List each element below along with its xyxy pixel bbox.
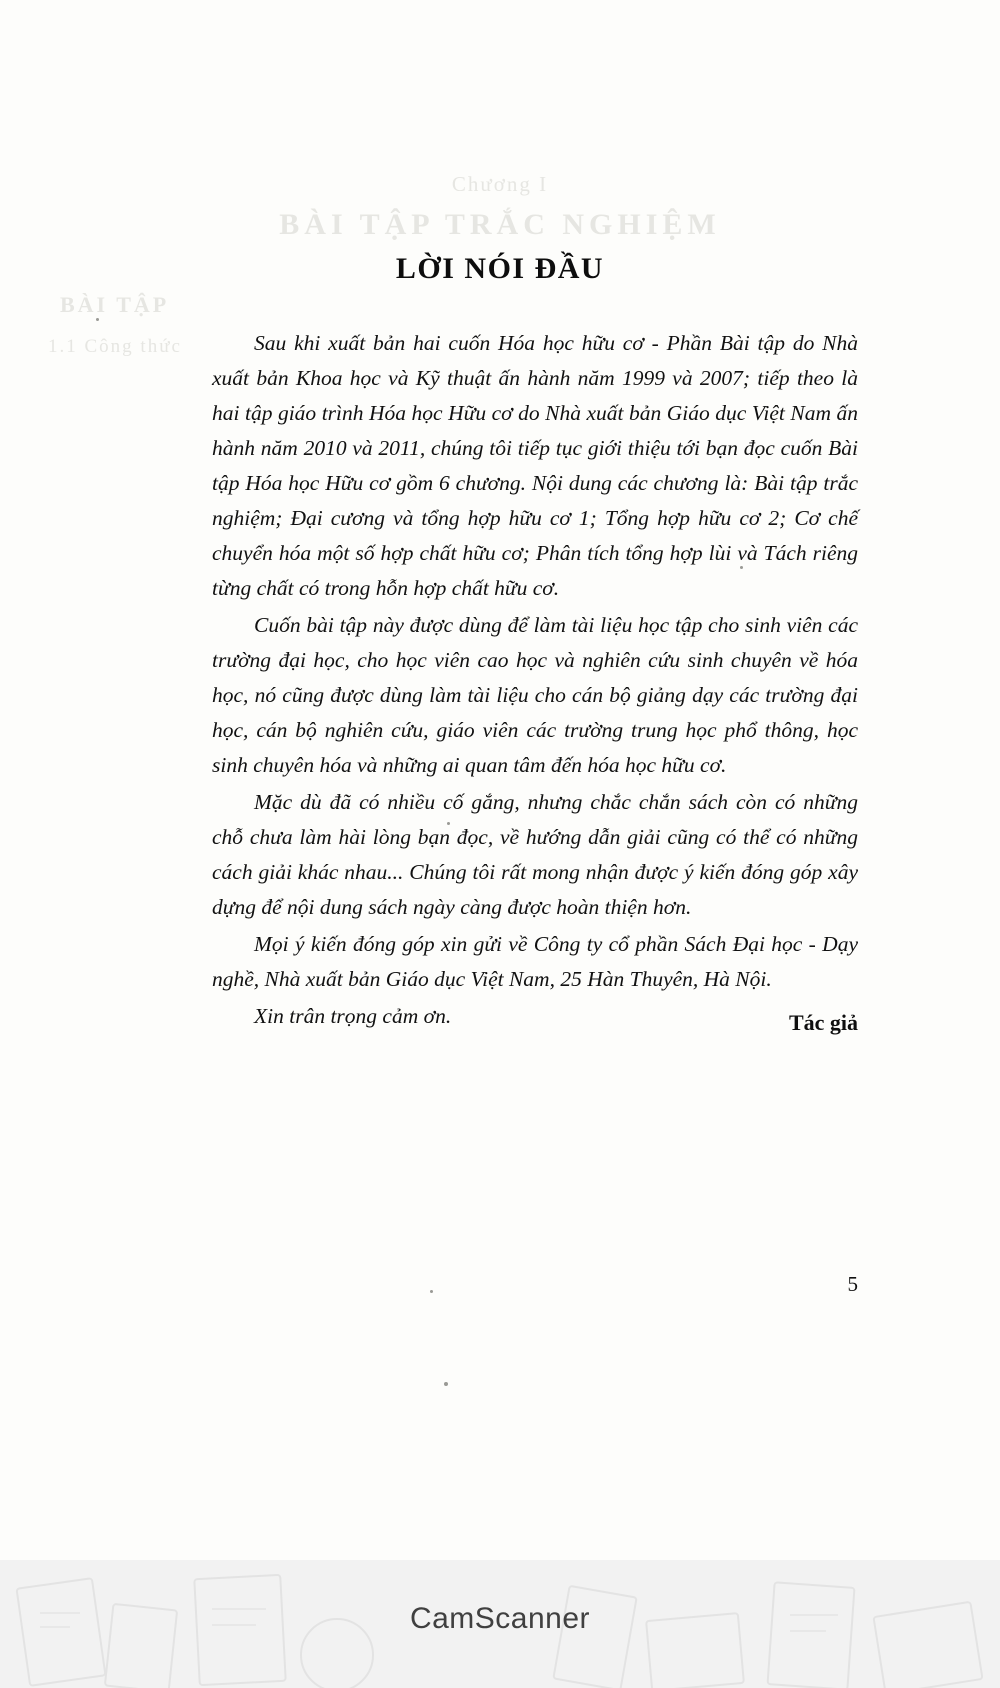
ghost-chapter-title: BÀI TẬP TRẮC NGHIỆM <box>279 208 721 241</box>
page-title: LỜI NÓI ĐẦU <box>395 252 605 286</box>
scan-speckle <box>96 318 99 321</box>
camscanner-label: CamScanner <box>409 1602 591 1635</box>
paragraph: Sau khi xuất bản hai cuốn Hóa học hữu cơ - Phần Bài tập do Nhà xuất bản Khoa học và Kỹ thuật ấn hành năm 1999 và 2007; tiếp theo là hai tập giáo trình Hóa học Hữu cơ do Nhà xuất bản Giáo dục Việt Nam ấn hành năm 2010 và 2011, chúng tôi tiếp tục giới thiệu tới bạn đọc cuốn Bài tập Hóa học Hữu cơ gồm 6 chương. Nội dung các chương là: Bài tập trắc nghiệm; Đại cương và tổng hợp hữu cơ 1; Tổng hợp hữu cơ 2; Cơ chế chuyển hóa một số hợp chất hữu cơ; Phân tích tổng hợp lùi và Tách riêng từng chất có trong hỗn hợp chất hữu cơ. <box>212 331 858 600</box>
paragraph: Mọi ý kiến đóng góp xin gửi về Công ty cổ phần Sách Đại học - Dạy nghề, Nhà xuất bản Giáo dục Việt Nam, 25 Hàn Thuyên, Hà Nội. <box>212 932 858 991</box>
paragraph: Mặc dù đã có nhiều cố gắng, nhưng chắc chắn sách còn có những chỗ chưa làm hài lòng bạn đọc, về hướng dẫn giải cũng có thể có những cách giải khác nhau... Chúng tôi rất mong nhận được ý kiến đóng góp xây dựng để nội dung sách ngày càng được hoàn thiện hơn. <box>212 790 858 919</box>
scan-speckle <box>444 1382 448 1386</box>
paragraph: Cuốn bài tập này được dùng để làm tài liệu học tập cho sinh viên các trường đại học, cho học viên cao học và nghiên cứu sinh chuyên về hóa học, nó cũng được dùng làm tài liệu cho cán bộ giảng dạy các trường đại học, cán bộ nghiên cứu, giáo viên các trường trung học phổ thông, học sinh chuyên hóa và những ai quan tâm đến hóa học hữu cơ. <box>212 613 858 777</box>
author-signature: Tác giả <box>788 1010 858 1035</box>
ghost-chapter-label: Chương I <box>451 172 549 196</box>
watermark-doc-icon <box>552 1585 638 1688</box>
ghost-section-label: BÀI TẬP <box>60 292 170 317</box>
camscanner-footer <box>0 1560 1000 1688</box>
preface-body <box>212 326 858 1034</box>
page-number: 5 <box>847 1272 858 1296</box>
paragraph: Xin trân trọng cảm ơn. <box>254 1004 452 1028</box>
ghost-subsection-label: 1.1 Công thức <box>48 336 182 357</box>
